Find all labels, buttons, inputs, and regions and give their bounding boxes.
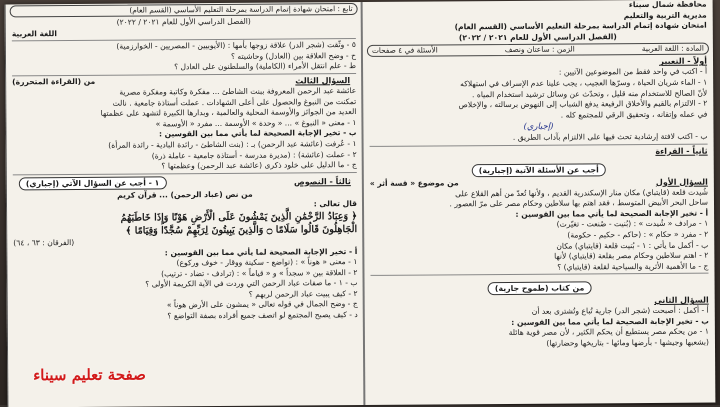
question-line: ١ - عُرفت (عائشة عبد الرحمن) بـ : (بنت الشاطئ - رائدة البادية - رائدة المرأة) bbox=[108, 138, 357, 150]
directorate: مديرية التربية والتعليم bbox=[623, 10, 707, 20]
left-header-term: (الفصل الدراسي الأول للعام ٢٠٢١ / ٢٠٢٢) bbox=[116, 16, 251, 27]
left-page-header bbox=[10, 3, 358, 17]
expression-title: أولاً - التعبير bbox=[659, 56, 708, 67]
question-line: ط - علم انتقل الأمراء (الكاملية) والسلطنون على العادل ؟ bbox=[174, 61, 357, 72]
question-line: ٢ - العلاقة بين « سجداً » و « قياماً » : (ترادف - تضاد - ترتيب) bbox=[161, 267, 358, 279]
subject-label: المادة : اللغة العربية bbox=[641, 43, 704, 54]
mandatory-tag: ١ - أجب عن السؤال الآتي (إجباري) bbox=[19, 176, 167, 190]
handwritten-mandatory: (إجباري) bbox=[523, 120, 554, 132]
governorate: محافظة شمال سيناء bbox=[628, 0, 707, 10]
q3-title: السؤال الثالث bbox=[295, 76, 351, 86]
exam-sheet bbox=[5, 0, 716, 407]
question-line: ١ - معنى « النبوغ » ... « وحدة » الأوسمة ... مفرد « الأوسمة » bbox=[155, 117, 357, 129]
question-line: ب - ١ - ما صفات عباد الرحمن التي وردت في الآية الكريمة الأولى ؟ bbox=[145, 278, 358, 289]
question-line: ج - وضح الجمال في قوله تعالى « يمشون على الأرض هوناً » bbox=[166, 299, 358, 310]
question-line: ب - اكتب لافتة إرشادية تحث فيها على الالتزام بآداب الطريق . bbox=[512, 131, 708, 142]
question-line: ٢ - الالتزام بالقيم والأخلاق الرفيعة يدفع الشباب إلى النهوض برسالته ، والإخلاص bbox=[458, 98, 708, 110]
question-line: لأنّ الصالح للاستخدام منه قليل ، وتحدّث عن وسائل ترشيد استخدام المياه . bbox=[471, 88, 708, 99]
q1-subtitle: من موضوع « قسة أثر » bbox=[369, 177, 459, 188]
question-line: ١ - الماء شريان الحياة ، وسرّها العجيب ، يجب علينا عدم الإسراف في استهلاكه bbox=[460, 77, 708, 89]
question-line: د - كيف يصبح المجتمع لو اتصف جميع أفراده بصفة التواضع ؟ bbox=[167, 310, 358, 321]
quran-title: من نص (عباد الرحمن) ... قرآن كريم bbox=[117, 189, 253, 200]
reading-title: ثانياً - القراءة bbox=[655, 146, 708, 156]
verse-line-2: الْجَاهِلُونَ قَالُوا سَلَامًا ۝ وَالَّذِينَ يَبِيتُونَ لِرَبِّهِمْ سُجَّدًا وَقِيَامًا ﴾ bbox=[125, 223, 358, 237]
reading-tag-row bbox=[364, 156, 714, 178]
question-line: أ - تخير الإجابة الصحيحة لما يأتي مما بين القوسين : bbox=[164, 246, 358, 257]
question-line: ح - وضح العلاقة بين (العادل) وحاشيته ؟ bbox=[230, 50, 356, 61]
mandatory-tag: أجب عن الأسئلة الآتية (إجبارية) bbox=[472, 163, 606, 177]
texts-title: ثالثاً - النصوص bbox=[293, 176, 351, 187]
left-page bbox=[5, 2, 365, 407]
question-line: أ - تخير الإجابة الصحيحة لما يأتي مما بين القوسين : bbox=[515, 208, 709, 219]
question-line: عائشة عبد الرحمن المعروفة ببنت الشاطئ ... مفكرة وكاتبة ومفكرة مصرية bbox=[119, 85, 357, 97]
left-header-title: تابع : امتحان شهادة إتمام الدراسة بمرحلة التعليم الأساسي (القسم العام) bbox=[129, 4, 353, 15]
question-line: ٥ - وثّقت (شجر الدر) علاقة زوجها بأمها : (الأيوبيين - المصريين - الخوارزمية) bbox=[116, 40, 356, 51]
exam-meta-box bbox=[367, 43, 709, 57]
question-line: ٢ - كيف يبيت عباد الرحمن لربهم ؟ bbox=[248, 288, 358, 299]
question-line: ب - تخير الإجابة الصحيحة لما يأتي مما بين القوسين : bbox=[158, 128, 357, 139]
question-line: في عمله وإتقانه ، وتحقيق الرقي للمجتمع كله . bbox=[560, 109, 708, 120]
question-line: ساحل البحر الأبيض المتوسط ، فقد اهتم بها سلاطين وحكام مصر على مرّ العصور . bbox=[449, 197, 709, 209]
question-line: ٢ - مفرد « حكام » : (حاكم - حكيم - حكومة) bbox=[567, 229, 709, 240]
question-line: ١ - معنى « هوناً » : (تواضع - سكينة ووقار - خوف وركوع) bbox=[176, 257, 358, 268]
question-line: ج - ما الدليل على خلود ذكرى (عائشة عبد الرحمن) وعظمتها ؟ bbox=[161, 160, 357, 171]
question-line: أ - أكمل : أصبحت (شجر الدر) جارية تُباع وتُشترى بعد أن bbox=[531, 305, 709, 317]
question-line: ١ - مرادف « شُيدت » : (بُنيت - صُنعت - تغيّرت) bbox=[556, 218, 709, 229]
left-header-subject: اللغة العربية bbox=[11, 28, 57, 39]
question-line: ١ - من يحكم مصر يستطيع أن يحكم الكثير ، لأن مصر قوية هائلة bbox=[508, 327, 709, 338]
page-watermark: صفحة تعليم سيناء bbox=[33, 365, 146, 385]
question-line: ج - ما الأهمية الأثرية والسياحية لقلعة (قايتباي) ؟ bbox=[557, 261, 709, 272]
question-line: العديد من الجوائز والأوسمة المحلية والعالمية ، وبدارها الكبيرة لتشهد على عظمتها bbox=[100, 107, 357, 118]
q2-tag-row bbox=[365, 275, 715, 297]
exam-term: (الفصل الدراسي الأول للعام ٢٠٢١ / ٢٠٢٢) bbox=[458, 31, 617, 43]
question-line: ٢ - عملت (عائشة) : (مديرة مدرسة - أستاذة جامعية - عاملة ذرة) bbox=[151, 149, 357, 160]
time-label: الزمن : ساعتان ونصف bbox=[504, 44, 575, 55]
verse-line-1: ﴿ وَعِبَادُ الرَّحْمَٰنِ الَّذِينَ يَمْشُونَ عَلَى الْأَرْضِ هَوْنًا وَإِذَا خَاطَبَهُمُ bbox=[120, 210, 358, 224]
question-line: ٢ - اهتم سلاطين وحكام مصر بقلعة (قايتباي) لأنها bbox=[554, 250, 709, 261]
quran-intro: قال تعالى : bbox=[313, 199, 358, 209]
q3-subtitle: من (القراءة المتحررة) bbox=[12, 76, 96, 87]
pages-label: الأسئلة في ٤ صفحات bbox=[371, 45, 438, 56]
verse-reference: (الفرقان : ٦٣ ، ٦٤) bbox=[13, 237, 75, 248]
question-line: تمكنت من النبوغ والحصول على أعلى الشهادات . عملت أستاذة جامعية . نالت bbox=[112, 96, 357, 108]
q1-title: السؤال الأول bbox=[655, 177, 708, 187]
question-line: شُيدت قلعة (قايتباي) مكان منار الإسكندرية القديم ، ولأنها تُعدّ من أهم القلاع على bbox=[455, 187, 708, 198]
question-line: ب - أكمل ما يأتي : ١ - بُنيت قلعة (قايتباي) مكان bbox=[556, 240, 709, 251]
question-line: أ - اكتب في واحد فقط من الموضوعين الآتيين : bbox=[558, 66, 708, 77]
q2-title: السؤال الثاني bbox=[654, 295, 709, 306]
right-page bbox=[363, 0, 716, 405]
exam-title: امتحان شهادة إتمام الدراسة بمرحلة التعليم الأساسي (القسم العام) bbox=[454, 20, 707, 32]
question-line: ب - تخير الإجابة الصحيحة لما يأتي مما بين القوسين : bbox=[511, 316, 709, 327]
question-line: (بشعبها وجيشها - بأرضها ومائها - بتاريخها وحضارتها) bbox=[546, 337, 710, 348]
book-tag: من كتاب (طموح جارية) bbox=[488, 282, 591, 296]
